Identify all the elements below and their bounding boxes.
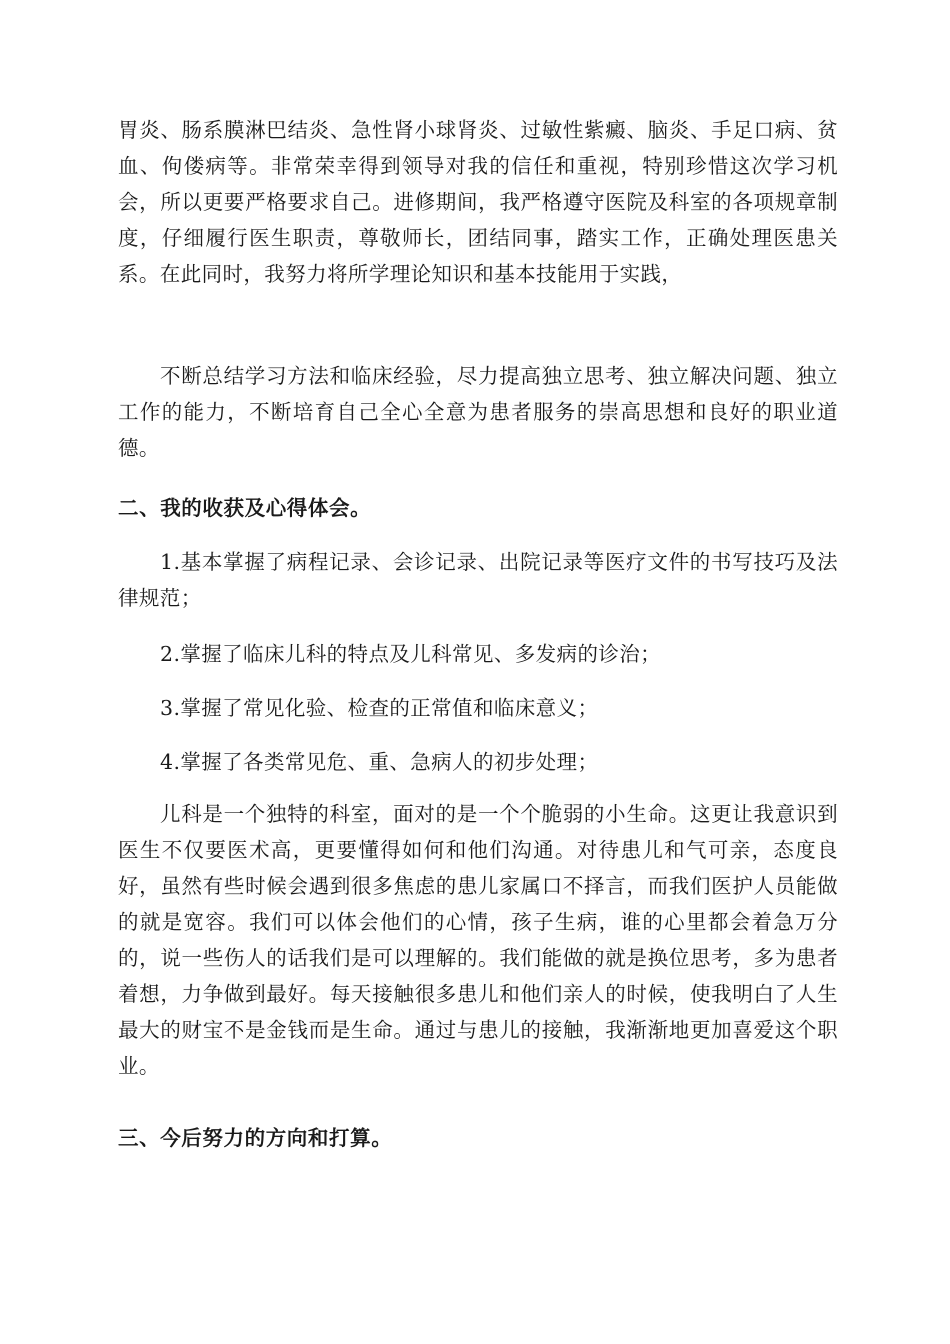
paragraph-continued: 胃炎、肠系膜淋巴结炎、急性肾小球肾炎、过敏性紫癜、脑炎、手足口病、贫血、佝偻病等。非常荣幸得到领导对我的信任和重视，特别珍惜这次学习机会，所以更要严格要求自己。进修期间，我严格遵守医院及科室的各项规章制度，仔细履行医生职责，尊敬师长，团结同事，踏实工作，正确处理医患关系。在此同时，我努力将所学理论知识和基本技能用于实践， — [118, 118, 838, 286]
section-heading-plans: 三、今后努力的方向和打算。 — [118, 1126, 393, 1150]
section-heading-gains: 二、我的收获及心得体会。 — [118, 496, 372, 520]
list-item: 2.掌握了临床儿科的特点及儿科常见、多发病的诊治； — [160, 642, 662, 666]
list-item: 3.掌握了常见化验、检查的正常值和临床意义； — [160, 696, 599, 720]
list-item: 1.基本掌握了病程记录、会诊记录、出院记录等医疗文件的书写技巧及法律规范； — [118, 550, 838, 610]
list-item: 4.掌握了各类常见危、重、急病人的初步处理； — [160, 750, 599, 774]
paragraph-learning: 不断总结学习方法和临床经验，尽力提高独立思考、独立解决问题、独立工作的能力，不断培育自己全心全意为患者服务的崇高思想和良好的职业道德。 — [118, 364, 838, 460]
paragraph-pediatrics: 儿科是一个独特的科室，面对的是一个个脆弱的小生命。这更让我意识到医生不仅要医术高，更要懂得如何和他们沟通。对待患儿和气可亲，态度良好，虽然有些时候会遇到很多焦虑的患儿家属口不择言，而我们医护人员能做的就是宽容。我们可以体会他们的心情，孩子生病，谁的心里都会着急万分的，说一些伤人的话我们是可以理解的。我们能做的就是换位思考，多为患者着想，力争做到最好。每天接触很多患儿和他们亲人的时候，使我明白了人生最大的财宝不是金钱而是生命。通过与患儿的接触，我渐渐地更加喜爱这个职业。 — [118, 802, 838, 1078]
